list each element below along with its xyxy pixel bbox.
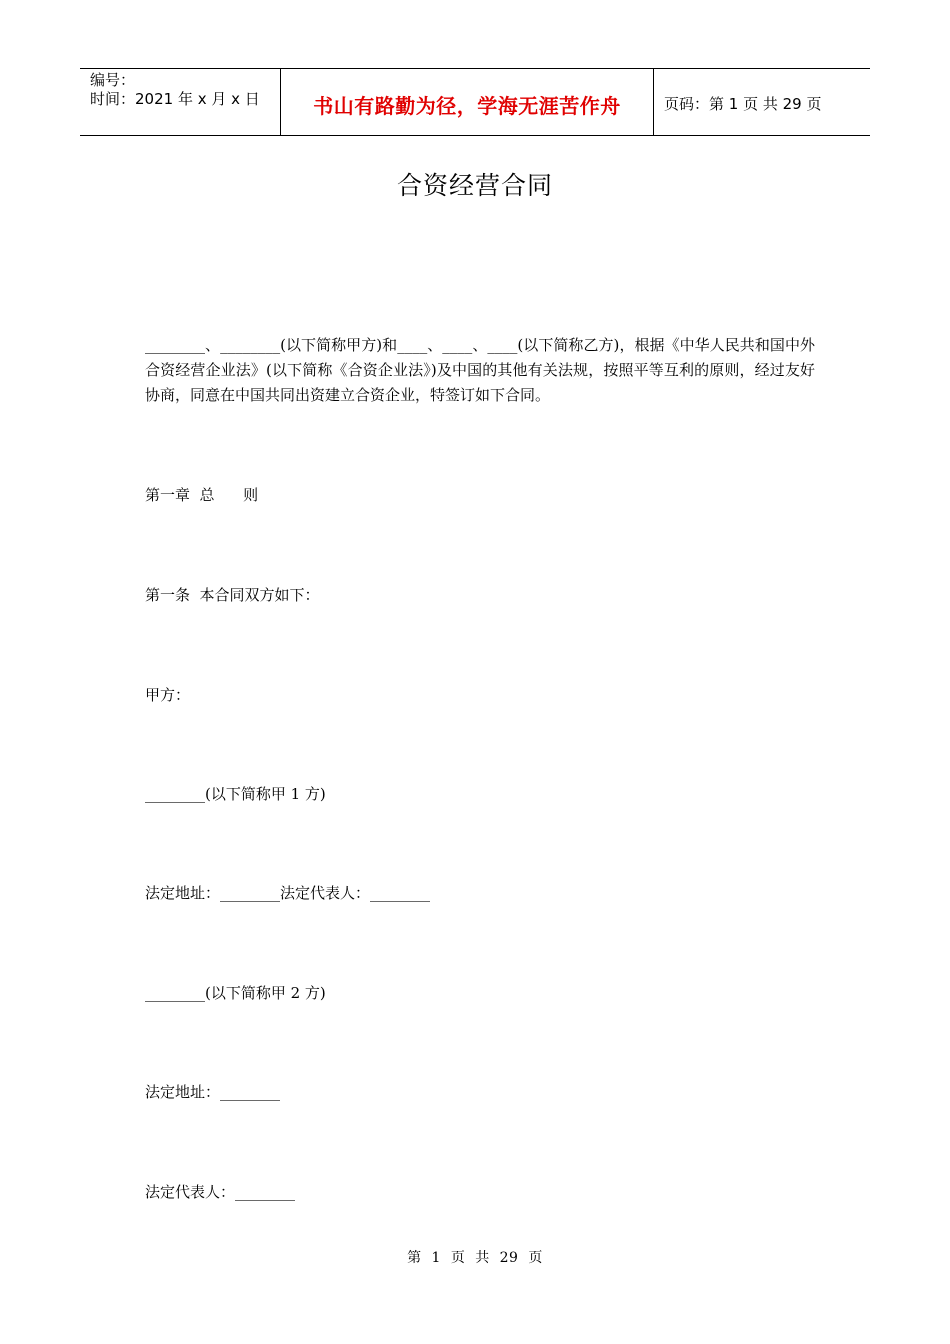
document-date: 时间：2021 年 x 月 x 日 — [90, 90, 260, 108]
party-a2-name: ________(以下简称甲 2 方) — [145, 984, 326, 1002]
header-page-info: 页码：第 1 页 共 29 页 — [664, 94, 822, 113]
party-a1-address: 法定地址：________法定代表人：________ — [145, 884, 431, 902]
article-heading: 第一条 本合同双方如下： — [145, 586, 320, 604]
party-a2-representative: 法定代表人：________ — [145, 1183, 296, 1201]
chapter-heading: 第一章 总 则 — [145, 486, 259, 504]
intro-paragraph: ________、________(以下简称甲方)和____、____、____(以下简称乙方)，根据《中华人民共和国中外合资经营企业法》(以下简称《合资企业法》)及中国的其他有关法规，按照平等互利的原则，经过友好协商，同意在中国共同出资建立合资企业，特签订如下合同。 — [145, 336, 815, 404]
page-header — [80, 68, 870, 136]
document-number-label: 编号： — [90, 71, 136, 89]
party-a-label: 甲方： — [145, 686, 191, 704]
party-a2-address: 法定地址：________ — [145, 1083, 281, 1101]
header-motto: 书山有路勤为径，学海无涯苦作舟 — [281, 69, 654, 135]
party-a1-name: ________(以下简称甲 1 方) — [145, 785, 326, 803]
document-title: 合资经营合同 — [396, 171, 553, 200]
header-meta — [80, 69, 281, 135]
page-footer: 第 1 页 共 29 页 — [407, 1250, 543, 1266]
